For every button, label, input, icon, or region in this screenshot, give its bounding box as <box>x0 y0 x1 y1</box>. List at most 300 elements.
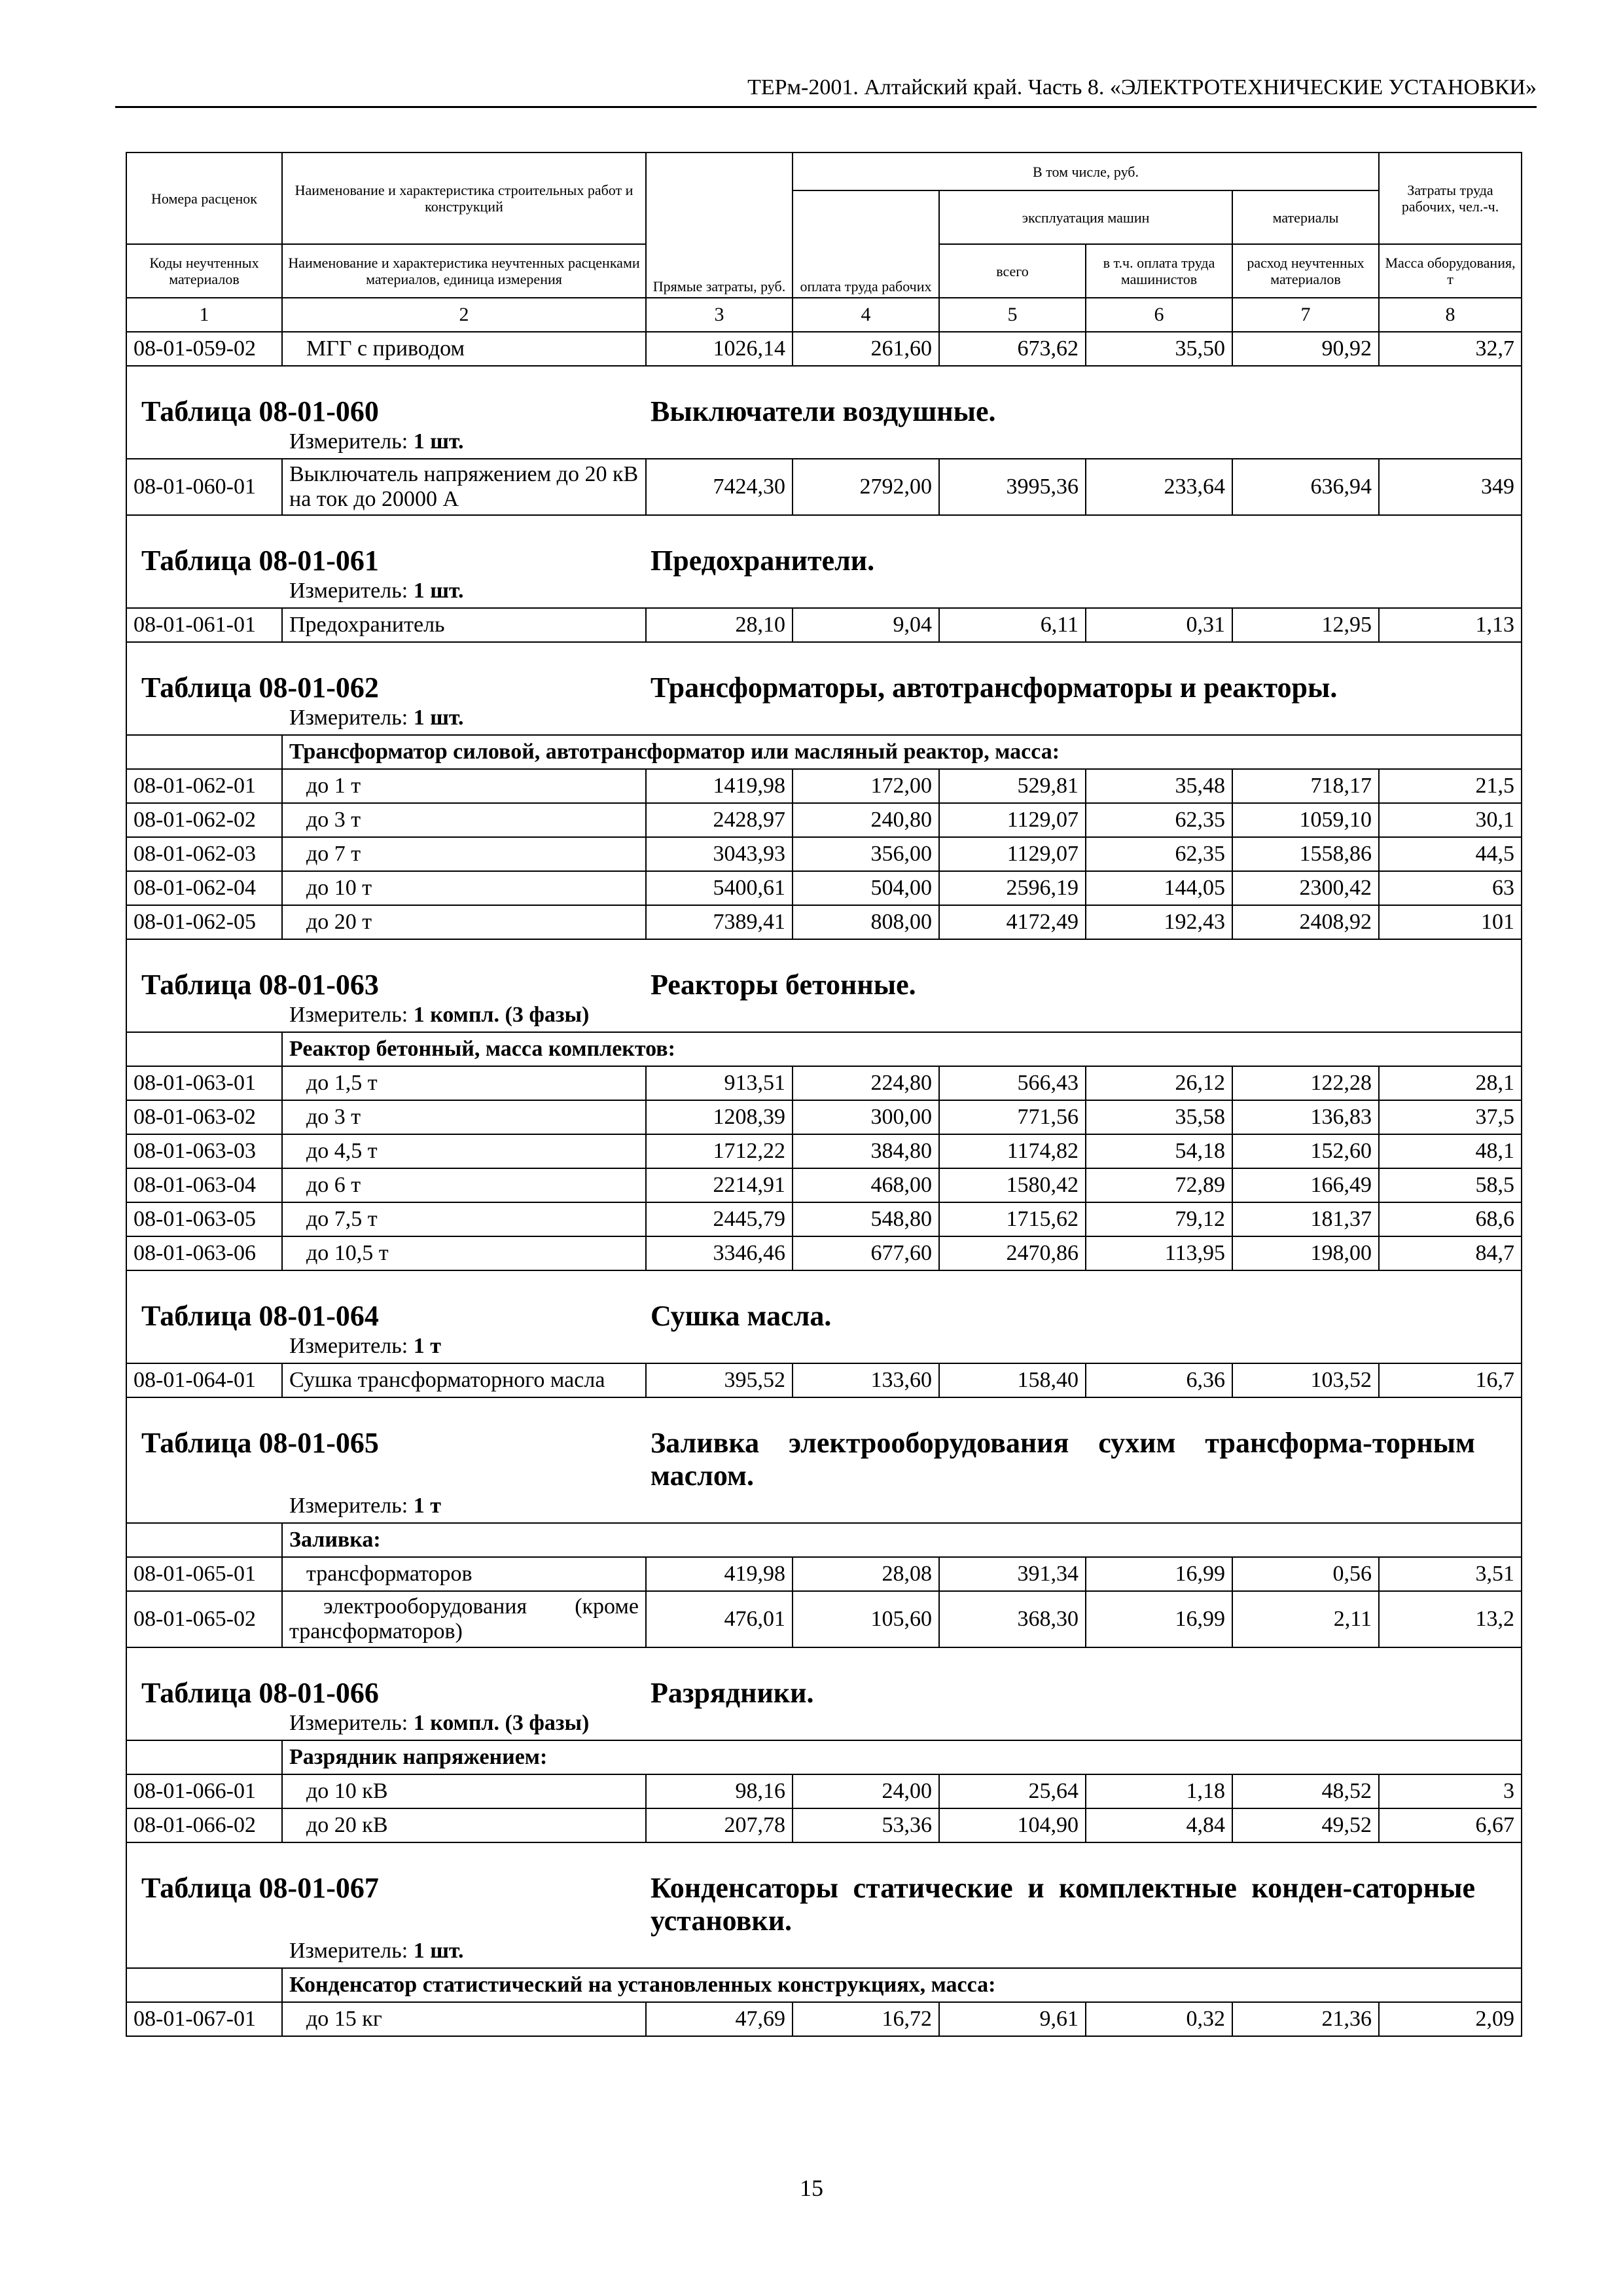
measure-cell <box>126 704 1522 735</box>
col-head-unaccounted-materials: расход неучтенных материалов <box>1232 244 1379 298</box>
column-number: 1 <box>126 298 282 332</box>
materials-value: 2300,42 <box>1232 871 1379 905</box>
materials-value: 12,95 <box>1232 608 1379 642</box>
labor-value: 63 <box>1379 871 1522 905</box>
machinist-wage-value: 113,95 <box>1086 1236 1232 1270</box>
wage-value: 24,00 <box>793 1774 939 1808</box>
labor-value: 2,09 <box>1379 2002 1522 2036</box>
rate-code: 08-01-062-03 <box>126 837 282 871</box>
direct-costs-value: 419,98 <box>646 1557 793 1591</box>
col-head-total: всего <box>939 244 1086 298</box>
rate-code: 08-01-066-02 <box>126 1808 282 1842</box>
rate-code: 08-01-061-01 <box>126 608 282 642</box>
price-table-wrapper <box>126 152 1521 2037</box>
machine-total-value: 1174,82 <box>939 1134 1086 1168</box>
machine-total-value: 368,30 <box>939 1591 1086 1647</box>
materials-value: 90,92 <box>1232 332 1379 366</box>
machine-total-value: 391,34 <box>939 1557 1086 1591</box>
measure-value: 1 компл. (3 фазы) <box>413 1711 590 1735</box>
table-row <box>126 1591 1522 1647</box>
machine-total-value: 1129,07 <box>939 803 1086 837</box>
table-section-title <box>127 516 1521 577</box>
machine-total-value: 566,43 <box>939 1066 1086 1100</box>
rate-description: Предохранитель <box>282 608 646 642</box>
labor-value: 58,5 <box>1379 1168 1522 1202</box>
direct-costs-value: 5400,61 <box>646 871 793 905</box>
rate-description: до 1 т <box>282 769 646 803</box>
price-table <box>126 152 1522 2037</box>
rate-code: 08-01-059-02 <box>126 332 282 366</box>
machine-total-value: 1580,42 <box>939 1168 1086 1202</box>
table-row <box>126 1557 1522 1591</box>
header-row-1 <box>126 152 1522 190</box>
measure-cell <box>126 428 1522 459</box>
table-number: Таблица 08-01-063 <box>141 969 379 1001</box>
table-section-title-cell <box>126 366 1522 428</box>
table-body <box>126 152 1522 2036</box>
rate-code: 08-01-063-06 <box>126 1236 282 1270</box>
table-name: Реакторы бетонные. <box>651 969 916 1001</box>
group-spacer <box>126 1968 282 2002</box>
measure-value: 1 компл. (3 фазы) <box>413 1003 590 1027</box>
rate-code: 08-01-063-03 <box>126 1134 282 1168</box>
col-head-labor: Затраты труда рабочих, чел.-ч. <box>1379 152 1522 244</box>
materials-value: 152,60 <box>1232 1134 1379 1168</box>
rate-description: до 7 т <box>282 837 646 871</box>
rate-code: 08-01-063-04 <box>126 1168 282 1202</box>
wage-value: 28,08 <box>793 1557 939 1591</box>
rate-description: до 20 кВ <box>282 1808 646 1842</box>
materials-value: 136,83 <box>1232 1100 1379 1134</box>
measure-label: Измеритель: <box>289 1494 408 1518</box>
rate-description: до 6 т <box>282 1168 646 1202</box>
table-number: Таблица 08-01-062 <box>141 672 379 704</box>
machinist-wage-value: 79,12 <box>1086 1202 1232 1236</box>
group-heading-row <box>126 1740 1522 1774</box>
col-head-material-name: Наименование и характеристика неучтенных расценками материалов, единица измерения <box>282 244 646 298</box>
machine-total-value: 6,11 <box>939 608 1086 642</box>
direct-costs-value: 2214,91 <box>646 1168 793 1202</box>
wage-value: 384,80 <box>793 1134 939 1168</box>
measure-unit <box>127 1492 1521 1520</box>
measure-unit <box>127 1001 1521 1029</box>
col-head-machinist-wage: в т.ч. оплата труда машинистов <box>1086 244 1232 298</box>
rate-code: 08-01-063-05 <box>126 1202 282 1236</box>
direct-costs-value: 98,16 <box>646 1774 793 1808</box>
measure-row <box>126 1333 1522 1363</box>
wage-value: 808,00 <box>793 905 939 939</box>
group-heading-row <box>126 1032 1522 1066</box>
direct-costs-value: 3043,93 <box>646 837 793 871</box>
column-number: 3 <box>646 298 793 332</box>
table-section-title-row <box>126 1270 1522 1333</box>
measure-unit <box>127 428 1521 456</box>
rate-description: до 10 т <box>282 871 646 905</box>
machinist-wage-value: 35,48 <box>1086 769 1232 803</box>
measure-row <box>126 577 1522 608</box>
rate-code: 08-01-066-01 <box>126 1774 282 1808</box>
measure-value: 1 т <box>413 1334 441 1358</box>
machinist-wage-value: 35,50 <box>1086 332 1232 366</box>
direct-costs-value: 1419,98 <box>646 769 793 803</box>
direct-costs-value: 7389,41 <box>646 905 793 939</box>
measure-cell <box>126 1333 1522 1363</box>
direct-costs-value: 3346,46 <box>646 1236 793 1270</box>
rate-code: 08-01-065-02 <box>126 1591 282 1647</box>
table-row <box>126 1168 1522 1202</box>
table-name: Заливка электрооборудования сухим трансформа-торным маслом. <box>651 1427 1475 1492</box>
col-head-wage: оплата труда рабочих <box>793 190 939 298</box>
machinist-wage-value: 26,12 <box>1086 1066 1232 1100</box>
table-row <box>126 769 1522 803</box>
measure-cell <box>126 1492 1522 1523</box>
measure-unit <box>127 577 1521 605</box>
table-row <box>126 1066 1522 1100</box>
rate-description: до 20 т <box>282 905 646 939</box>
labor-value: 349 <box>1379 459 1522 515</box>
machinist-wage-value: 233,64 <box>1086 459 1232 515</box>
group-heading: Разрядник напряжением: <box>282 1740 1522 1774</box>
machinist-wage-value: 192,43 <box>1086 905 1232 939</box>
direct-costs-value: 207,78 <box>646 1808 793 1842</box>
direct-costs-value: 395,52 <box>646 1363 793 1397</box>
measure-label: Измеритель: <box>289 579 408 603</box>
table-section-title-cell <box>126 515 1522 577</box>
labor-value: 32,7 <box>1379 332 1522 366</box>
col-head-direct-costs: Прямые затраты, руб. <box>646 152 793 298</box>
rate-code: 08-01-065-01 <box>126 1557 282 1591</box>
rate-code: 08-01-064-01 <box>126 1363 282 1397</box>
wage-value: 2792,00 <box>793 459 939 515</box>
measure-row <box>126 1001 1522 1032</box>
labor-value: 68,6 <box>1379 1202 1522 1236</box>
table-section-title <box>127 940 1521 1001</box>
machine-total-value: 2596,19 <box>939 871 1086 905</box>
direct-costs-value: 913,51 <box>646 1066 793 1100</box>
machinist-wage-value: 35,58 <box>1086 1100 1232 1134</box>
group-spacer <box>126 1523 282 1557</box>
rate-description: до 3 т <box>282 803 646 837</box>
table-section-title <box>127 1648 1521 1710</box>
col-head-machine-operation: эксплуатация машин <box>939 190 1232 244</box>
table-row <box>126 1202 1522 1236</box>
measure-cell <box>126 1937 1522 1968</box>
table-name: Предохранители. <box>651 545 875 577</box>
machine-total-value: 25,64 <box>939 1774 1086 1808</box>
col-head-incl-rub: В том числе, руб. <box>793 152 1379 190</box>
measure-value: 1 шт. <box>413 1939 464 1963</box>
rate-description: трансформаторов <box>282 1557 646 1591</box>
group-heading: Конденсатор статистический на установленных конструкциях, масса: <box>282 1968 1522 2002</box>
machine-total-value: 1715,62 <box>939 1202 1086 1236</box>
materials-value: 2408,92 <box>1232 905 1379 939</box>
measure-row <box>126 1492 1522 1523</box>
machinist-wage-value: 0,32 <box>1086 2002 1232 2036</box>
machinist-wage-value: 0,31 <box>1086 608 1232 642</box>
wage-value: 240,80 <box>793 803 939 837</box>
table-section-title-row <box>126 642 1522 704</box>
column-number: 6 <box>1086 298 1232 332</box>
table-section-title-cell <box>126 1842 1522 1937</box>
table-row <box>126 608 1522 642</box>
table-section-title <box>127 1843 1521 1937</box>
materials-value: 198,00 <box>1232 1236 1379 1270</box>
labor-value: 101 <box>1379 905 1522 939</box>
machine-total-value: 4172,49 <box>939 905 1086 939</box>
rate-description: до 15 кг <box>282 2002 646 2036</box>
materials-value: 718,17 <box>1232 769 1379 803</box>
measure-row <box>126 1937 1522 1968</box>
wage-value: 468,00 <box>793 1168 939 1202</box>
rate-code: 08-01-067-01 <box>126 2002 282 2036</box>
table-number: Таблица 08-01-060 <box>141 395 379 427</box>
table-name: Выключатели воздушные. <box>651 395 996 427</box>
table-name: Сушка масла. <box>651 1300 832 1332</box>
table-row <box>126 1808 1522 1842</box>
wage-value: 172,00 <box>793 769 939 803</box>
running-header: ТЕРм-2001. Алтайский край. Часть 8. «ЭЛЕКТРОТЕХНИЧЕСКИЕ УСТАНОВКИ» <box>115 73 1537 108</box>
rate-description: до 1,5 т <box>282 1066 646 1100</box>
materials-value: 0,56 <box>1232 1557 1379 1591</box>
table-row <box>126 1363 1522 1397</box>
materials-value: 2,11 <box>1232 1591 1379 1647</box>
measure-value: 1 шт. <box>413 429 464 454</box>
rate-description: до 10 кВ <box>282 1774 646 1808</box>
rate-description: Сушка трансформаторного масла <box>282 1363 646 1397</box>
group-spacer <box>126 735 282 769</box>
direct-costs-value: 47,69 <box>646 2002 793 2036</box>
machine-total-value: 158,40 <box>939 1363 1086 1397</box>
group-heading: Трансформатор силовой, автотрансформатор или масляный реактор, масса: <box>282 735 1522 769</box>
page-number: 15 <box>800 2175 823 2201</box>
wage-value: 105,60 <box>793 1591 939 1647</box>
rate-code: 08-01-062-02 <box>126 803 282 837</box>
table-section-title-cell <box>126 939 1522 1001</box>
labor-value: 16,7 <box>1379 1363 1522 1397</box>
wage-value: 133,60 <box>793 1363 939 1397</box>
machinist-wage-value: 16,99 <box>1086 1591 1232 1647</box>
wage-value: 9,04 <box>793 608 939 642</box>
measure-cell <box>126 1710 1522 1740</box>
column-number: 2 <box>282 298 646 332</box>
table-section-title <box>127 1271 1521 1333</box>
labor-value: 3 <box>1379 1774 1522 1808</box>
wage-value: 504,00 <box>793 871 939 905</box>
table-row <box>126 871 1522 905</box>
machinist-wage-value: 54,18 <box>1086 1134 1232 1168</box>
group-heading: Реактор бетонный, масса комплектов: <box>282 1032 1522 1066</box>
wage-value: 300,00 <box>793 1100 939 1134</box>
table-section-title-cell <box>126 1270 1522 1333</box>
measure-label: Измеритель: <box>289 1939 408 1963</box>
labor-value: 44,5 <box>1379 837 1522 871</box>
rate-description: электрооборудования (кроме трансформаторов) <box>282 1591 646 1647</box>
machine-total-value: 9,61 <box>939 2002 1086 2036</box>
table-section-title-row <box>126 1647 1522 1710</box>
direct-costs-value: 1712,22 <box>646 1134 793 1168</box>
labor-value: 6,67 <box>1379 1808 1522 1842</box>
labor-value: 37,5 <box>1379 1100 1522 1134</box>
rate-code: 08-01-062-04 <box>126 871 282 905</box>
direct-costs-value: 28,10 <box>646 608 793 642</box>
wage-value: 356,00 <box>793 837 939 871</box>
measure-row <box>126 1710 1522 1740</box>
machine-total-value: 2470,86 <box>939 1236 1086 1270</box>
direct-costs-value: 1208,39 <box>646 1100 793 1134</box>
machinist-wage-value: 72,89 <box>1086 1168 1232 1202</box>
group-spacer <box>126 1740 282 1774</box>
direct-costs-value: 2428,97 <box>646 803 793 837</box>
table-row <box>126 803 1522 837</box>
direct-costs-value: 7424,30 <box>646 459 793 515</box>
labor-value: 48,1 <box>1379 1134 1522 1168</box>
machinist-wage-value: 16,99 <box>1086 1557 1232 1591</box>
table-row <box>126 459 1522 515</box>
measure-label: Измеритель: <box>289 429 408 454</box>
measure-value: 1 т <box>413 1494 441 1518</box>
col-head-rate-numbers: Номера расценок <box>126 152 282 244</box>
machine-total-value: 771,56 <box>939 1100 1086 1134</box>
col-head-material-codes: Коды неучтенных материалов <box>126 244 282 298</box>
labor-value: 84,7 <box>1379 1236 1522 1270</box>
materials-value: 166,49 <box>1232 1168 1379 1202</box>
direct-costs-value: 1026,14 <box>646 332 793 366</box>
table-section-title-row <box>126 366 1522 428</box>
table-number: Таблица 08-01-061 <box>141 545 379 577</box>
measure-value: 1 шт. <box>413 706 464 730</box>
machinist-wage-value: 4,84 <box>1086 1808 1232 1842</box>
wage-value: 16,72 <box>793 2002 939 2036</box>
rate-description: до 3 т <box>282 1100 646 1134</box>
column-number: 4 <box>793 298 939 332</box>
column-number-row <box>126 298 1522 332</box>
machine-total-value: 1129,07 <box>939 837 1086 871</box>
materials-value: 1059,10 <box>1232 803 1379 837</box>
table-section-title <box>127 1398 1521 1492</box>
rate-code: 08-01-062-01 <box>126 769 282 803</box>
table-section-title <box>127 643 1521 704</box>
table-section-title <box>127 367 1521 428</box>
machine-total-value: 104,90 <box>939 1808 1086 1842</box>
labor-value: 28,1 <box>1379 1066 1522 1100</box>
rate-description: до 10,5 т <box>282 1236 646 1270</box>
machinist-wage-value: 6,36 <box>1086 1363 1232 1397</box>
column-number: 8 <box>1379 298 1522 332</box>
table-section-title-cell <box>126 642 1522 704</box>
measure-row <box>126 428 1522 459</box>
group-heading-row <box>126 1523 1522 1557</box>
group-heading-row <box>126 735 1522 769</box>
machinist-wage-value: 1,18 <box>1086 1774 1232 1808</box>
wage-value: 53,36 <box>793 1808 939 1842</box>
table-number: Таблица 08-01-065 <box>141 1427 379 1459</box>
rate-code: 08-01-063-01 <box>126 1066 282 1100</box>
table-row <box>126 905 1522 939</box>
measure-value: 1 шт. <box>413 579 464 603</box>
table-section-title-row <box>126 515 1522 577</box>
column-number: 5 <box>939 298 1086 332</box>
machinist-wage-value: 144,05 <box>1086 871 1232 905</box>
measure-unit <box>127 1937 1521 1965</box>
measure-label: Измеритель: <box>289 706 408 730</box>
column-number: 7 <box>1232 298 1379 332</box>
col-head-work-name: Наименование и характеристика строительных работ и конструкций <box>282 152 646 244</box>
group-spacer <box>126 1032 282 1066</box>
table-row <box>126 1134 1522 1168</box>
materials-value: 636,94 <box>1232 459 1379 515</box>
table-row <box>126 1774 1522 1808</box>
measure-label: Измеритель: <box>289 1711 408 1735</box>
table-name: Конденсаторы статические и комплектные конден-саторные установки. <box>651 1872 1475 1937</box>
measure-row <box>126 704 1522 735</box>
materials-value: 49,52 <box>1232 1808 1379 1842</box>
materials-value: 1558,86 <box>1232 837 1379 871</box>
materials-value: 181,37 <box>1232 1202 1379 1236</box>
rate-description: МГГ с приводом <box>282 332 646 366</box>
materials-value: 21,36 <box>1232 2002 1379 2036</box>
table-name: Разрядники. <box>651 1677 814 1709</box>
group-heading: Заливка: <box>282 1523 1522 1557</box>
table-section-title-cell <box>126 1647 1522 1710</box>
labor-value: 21,5 <box>1379 769 1522 803</box>
measure-unit <box>127 704 1521 732</box>
rate-code: 08-01-060-01 <box>126 459 282 515</box>
wage-value: 224,80 <box>793 1066 939 1100</box>
measure-cell <box>126 577 1522 608</box>
table-section-title-row <box>126 939 1522 1001</box>
rate-code: 08-01-063-02 <box>126 1100 282 1134</box>
machine-total-value: 3995,36 <box>939 459 1086 515</box>
wage-value: 548,80 <box>793 1202 939 1236</box>
table-number: Таблица 08-01-066 <box>141 1677 379 1709</box>
rate-description: до 7,5 т <box>282 1202 646 1236</box>
table-number: Таблица 08-01-064 <box>141 1300 379 1332</box>
machinist-wage-value: 62,35 <box>1086 837 1232 871</box>
materials-value: 103,52 <box>1232 1363 1379 1397</box>
labor-value: 13,2 <box>1379 1591 1522 1647</box>
measure-label: Измеритель: <box>289 1003 408 1027</box>
measure-unit <box>127 1710 1521 1737</box>
direct-costs-value: 2445,79 <box>646 1202 793 1236</box>
group-heading-row <box>126 1968 1522 2002</box>
rate-description: до 4,5 т <box>282 1134 646 1168</box>
col-head-materials: материалы <box>1232 190 1379 244</box>
table-row <box>126 1236 1522 1270</box>
measure-unit <box>127 1333 1521 1360</box>
materials-value: 48,52 <box>1232 1774 1379 1808</box>
machine-total-value: 529,81 <box>939 769 1086 803</box>
wage-value: 261,60 <box>793 332 939 366</box>
materials-value: 122,28 <box>1232 1066 1379 1100</box>
direct-costs-value: 476,01 <box>646 1591 793 1647</box>
labor-value: 1,13 <box>1379 608 1522 642</box>
machinist-wage-value: 62,35 <box>1086 803 1232 837</box>
table-row <box>126 2002 1522 2036</box>
table-section-title-row <box>126 1397 1522 1492</box>
table-row <box>126 837 1522 871</box>
labor-value: 30,1 <box>1379 803 1522 837</box>
table-section-title-cell <box>126 1397 1522 1492</box>
wage-value: 677,60 <box>793 1236 939 1270</box>
table-row <box>126 332 1522 366</box>
labor-value: 3,51 <box>1379 1557 1522 1591</box>
table-row <box>126 1100 1522 1134</box>
rate-description: Выключатель напряжением до 20 кВ на ток до 20000 А <box>282 459 646 515</box>
measure-cell <box>126 1001 1522 1032</box>
table-section-title-row <box>126 1842 1522 1937</box>
machine-total-value: 673,62 <box>939 332 1086 366</box>
table-name: Трансформаторы, автотрансформаторы и реакторы. <box>651 672 1338 704</box>
